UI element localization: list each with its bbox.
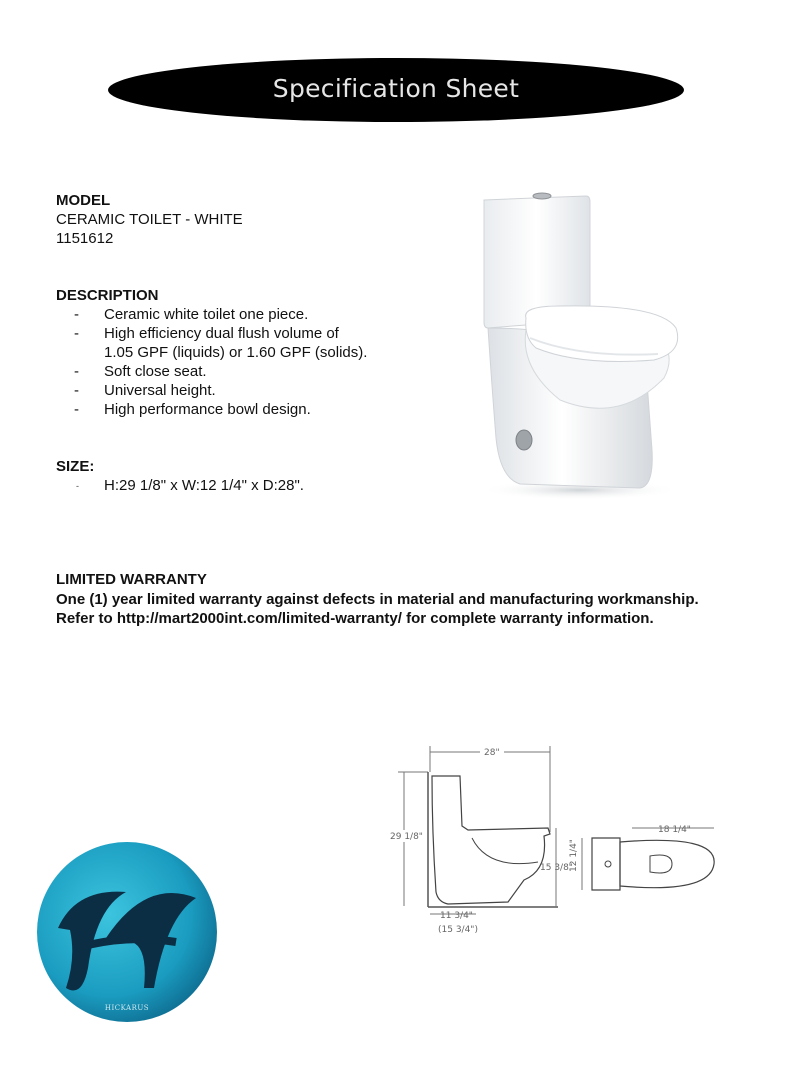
size-item: - H:29 1/8" x W:12 1/4" x D:28". [56, 476, 304, 495]
dim-bowl-height-label: 15 3/8" [540, 863, 573, 873]
description-item: - High efficiency dual flush volume of [56, 324, 367, 343]
warranty-section [56, 570, 699, 629]
logo-text: HICKARUS [104, 1004, 150, 1012]
warranty-line-2: Refer to http://mart2000int.com/limited-warranty/ for complete warranty information. [56, 610, 654, 627]
description-section [56, 286, 367, 419]
description-list [56, 305, 367, 419]
toilet-product-image [440, 188, 690, 508]
description-item-continuation [56, 343, 367, 362]
model-number: 1151612 [56, 230, 114, 247]
title-banner [108, 58, 684, 122]
dimension-diagram [388, 742, 728, 942]
description-item: - Universal height. [56, 381, 367, 400]
dim-depth-label: 28" [484, 748, 500, 758]
model-name: CERAMIC TOILET - WHITE [56, 211, 243, 228]
description-item-continuation-text: 1.05 GPF (liquids) or 1.60 GPF (solids). [104, 344, 368, 361]
page-title: Specification Sheet [272, 73, 520, 103]
description-item: - Soft close seat. [56, 362, 367, 381]
dim-width-label: 18 1/4" [658, 825, 691, 835]
warranty-heading: LIMITED WARRANTY [56, 571, 207, 588]
description-heading: DESCRIPTION [56, 287, 159, 304]
description-item: - High performance bowl design. [56, 400, 367, 419]
description-item: - Ceramic white toilet one piece. [56, 305, 367, 324]
warranty-line-1: One (1) year limited warranty against defects in material and manufacturing workmanship. [56, 590, 699, 608]
model-section [56, 191, 243, 248]
size-heading: SIZE: [56, 458, 95, 475]
dim-height-label: 29 1/8" [390, 832, 423, 842]
brand-logo [36, 838, 218, 1028]
size-list [56, 476, 304, 495]
model-heading: MODEL [56, 192, 111, 209]
size-section [56, 457, 304, 495]
dim-rough-in-alt-label: (15 3/4") [438, 925, 478, 935]
dim-tank-depth-label: 12 1/4" [569, 839, 579, 872]
dim-rough-in-label: 11 3/4" [440, 911, 473, 921]
